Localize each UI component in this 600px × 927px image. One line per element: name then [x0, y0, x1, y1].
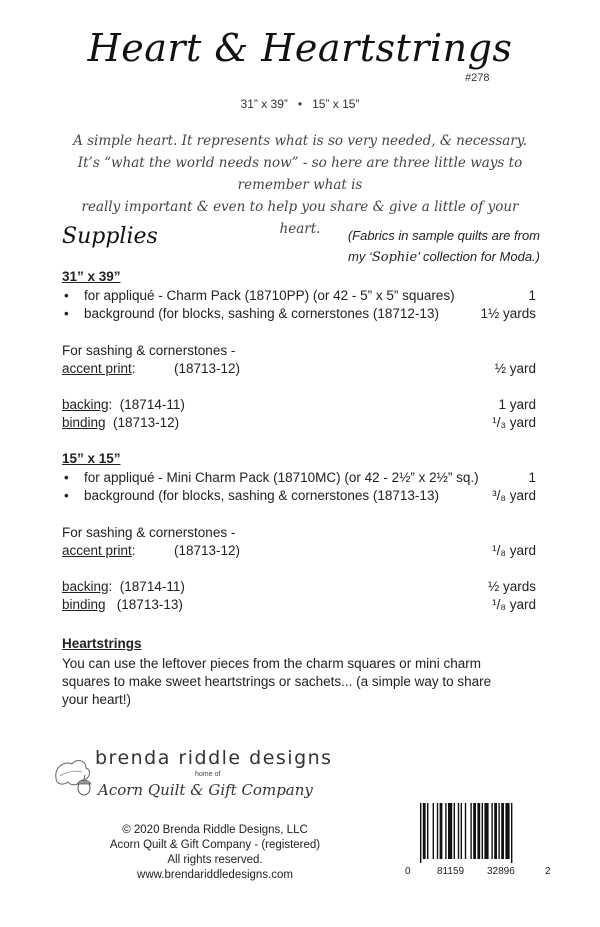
barcode-bar: [491, 803, 492, 859]
supply-line: accent print: (18713-12) ¹/₈ yard: [62, 543, 536, 558]
brand-logo-text: brenda riddle designs: [95, 747, 333, 769]
supply-line: accent print: (18713-12) ½ yard: [62, 361, 536, 376]
supply-line: backing: (18714-11) 1 yard: [62, 397, 536, 412]
sashing-intro: For sashing & cornerstones -: [62, 525, 236, 540]
supply-amount: ½ yards: [487, 579, 536, 594]
barcode-bar: [470, 803, 471, 859]
supply-line: binding (18713-13) ¹/₈ yard: [62, 597, 536, 612]
bullet: •: [64, 288, 69, 303]
barcode-bar: [423, 803, 426, 859]
fabric-note: [300, 225, 540, 268]
brand-logo-script: Acorn Quilt & Gift Company: [98, 781, 313, 799]
supply-line: • for appliqué - Charm Pack (18710PP) (or 42 - 5” x 5” squares) 1: [64, 288, 536, 303]
bullet: •: [64, 470, 69, 485]
barcode-bar: [494, 803, 497, 859]
fabric-note-line: my ‘Sophie’ collection for Moda.): [348, 249, 540, 265]
pattern-number: #278: [465, 72, 490, 84]
supply-amount: ½ yard: [494, 361, 536, 376]
barcode-bar: [458, 803, 459, 859]
bullet: •: [64, 488, 69, 503]
fabric-note-line: (Fabrics in sample quilts are from: [347, 228, 540, 243]
section-heading-large: 31” x 39”: [62, 269, 121, 284]
barcode-bar: [505, 803, 509, 859]
barcode: [418, 803, 546, 863]
barcode-bar: [433, 803, 434, 859]
quilt-sizes: 31” x 39” • 15” x 15”: [240, 97, 360, 111]
barcode-bar: [477, 803, 480, 859]
supply-amount: ¹/₃ yard: [492, 415, 536, 430]
barcode-bar: [437, 803, 438, 859]
collection-name: Sophie: [371, 250, 418, 265]
supply-line: • background (for blocks, sashing & cornerstones (18713-13) ³/₈ yard: [64, 488, 536, 503]
heartstrings-text: You can use the leftover pieces from the charm squares or mini charm squares to make sweet heartstrings or sachets... (a simple way to share your heart!): [62, 656, 492, 707]
barcode-bar: [461, 803, 462, 859]
supplies-heading: Supplies: [62, 224, 158, 249]
supply-amount: ³/₈ yard: [492, 488, 536, 503]
supply-amount: 1: [528, 288, 536, 303]
bullet: •: [64, 306, 69, 321]
supply-amount: ¹/₈ yard: [492, 597, 536, 612]
barcode-bar: [511, 803, 512, 863]
supply-line: binding (18713-12) ¹/₃ yard: [62, 415, 536, 430]
barcode-bar: [498, 803, 499, 859]
supply-amount: 1: [528, 470, 536, 485]
barcode-bar: [473, 803, 476, 859]
barcode-bar: [501, 803, 504, 859]
barcode-bar: [454, 803, 455, 859]
barcode-bar: [427, 803, 428, 859]
supply-line: • for appliqué - Mini Charm Pack (18710MC) (or 42 - 2½” x 2½” sq.) 1: [64, 470, 536, 485]
website: www.brendariddledesigns.com: [137, 869, 293, 881]
supply-amount: 1½ yards: [480, 306, 536, 321]
barcode-bar: [482, 803, 483, 859]
supply-line: • background (for blocks, sashing & cornerstones (18712-13) 1½ yards: [64, 306, 536, 321]
supply-amount: ¹/₈ yard: [492, 543, 536, 558]
barcode-bar: [465, 803, 466, 859]
barcode-bar: [440, 803, 443, 859]
sashing-intro: For sashing & cornerstones -: [62, 343, 236, 358]
supply-line: backing: (18714-11) ½ yards: [62, 579, 536, 594]
heartstrings-heading: Heartstrings: [62, 636, 142, 651]
copyright-block: © 2020 Brenda Riddle Designs, LLC Acorn Quilt & Gift Company - (registered) All rights reserved. www.brendariddledesigns.com: [100, 823, 330, 883]
brand-logo-subtext: home of: [195, 771, 221, 778]
barcode-bar: [420, 803, 421, 863]
acorn-leaf-icon: [50, 756, 98, 800]
pattern-title: Heart & Heartstrings: [87, 26, 513, 70]
barcode-bar: [445, 803, 446, 859]
barcode-bar: [448, 803, 452, 859]
intro-line: really important & even to help you share & give a little of your heart.: [81, 199, 519, 237]
supply-amount: 1 yard: [498, 397, 536, 412]
intro-line: A simple heart. It represents what is so very needed, & necessary.: [73, 133, 527, 149]
intro-line: It’s “what the world needs now” - so here are three little ways to remember what is: [77, 155, 523, 193]
section-heading-small: 15” x 15”: [62, 451, 121, 466]
barcode-bar: [484, 803, 488, 859]
